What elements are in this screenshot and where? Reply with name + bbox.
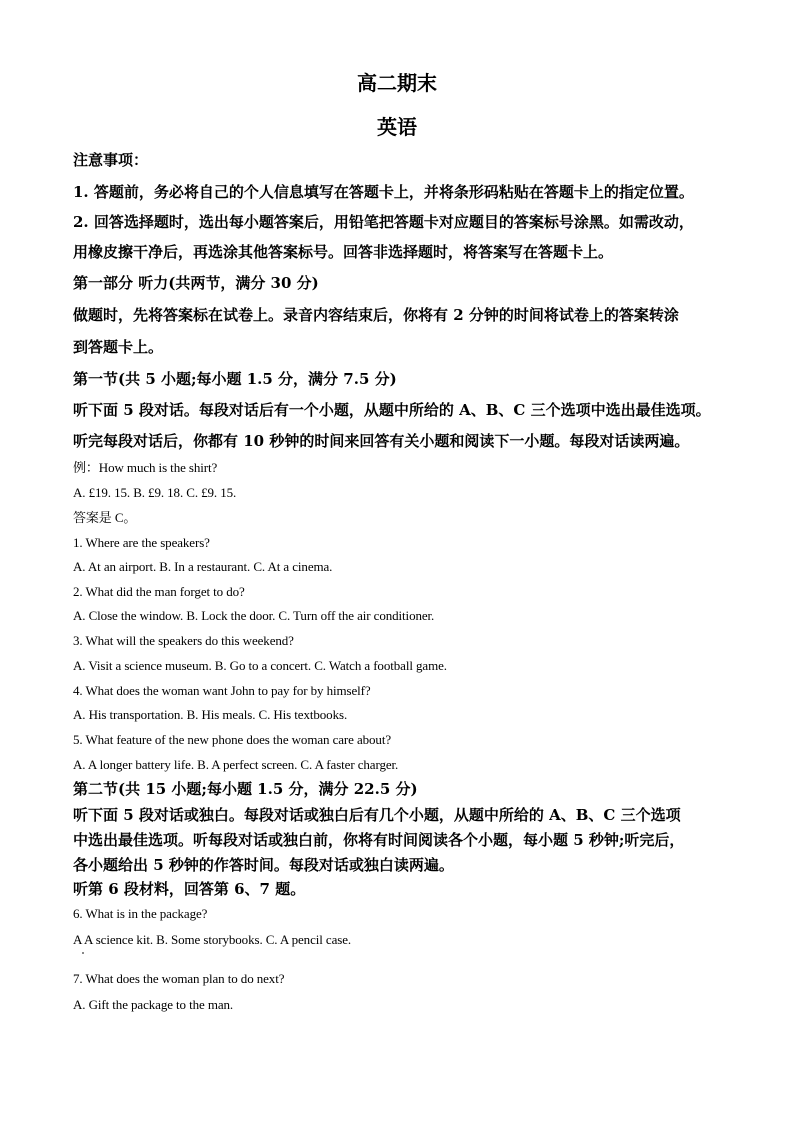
question-3: 3. What will the speakers do this weekend? [73, 633, 294, 648]
notice-item-2-line-2: 用橡皮擦干净后，再选涂其他答案标号。回答非选择题时，将答案写在答题卡上。 [73, 243, 614, 261]
part1-instruction-line-2: 到答题卡上。 [73, 338, 164, 356]
notice-item-1: 1. 答题前，务必将自己的个人信息填写在答题卡上，并将条形码粘贴在答题卡上的指定位置。 [73, 183, 694, 201]
question-1: 1. Where are the speakers? [73, 535, 210, 550]
question-5-options: A. A longer battery life. B. A perfect screen. C. A faster charger. [73, 757, 399, 772]
question-6: 6. What is in the package? [73, 906, 208, 921]
example-answer: 答案是 C。 [73, 510, 137, 525]
section1-instruction-line-1: 听下面 5 段对话。每段对话后有一个小题，从题中所给的 A、B、C 三个选项中选出最佳选项。 [73, 401, 711, 419]
question-3-options: A. Visit a science museum. B. Go to a concert. C. Watch a football game. [73, 658, 447, 673]
question-7-options: A. Gift the package to the man. [73, 997, 234, 1012]
part1-instruction-line-1: 做题时，先将答案标在试卷上。录音内容结束后，你将有 2 分钟的时间将试卷上的答案转涂 [73, 306, 679, 324]
material-6-heading: 听第 6 段材料，回答第 6、7 题。 [73, 880, 306, 898]
question-7: 7. What does the woman plan to do next? [73, 971, 285, 986]
exam-subject: 英语 [377, 115, 417, 139]
exam-title: 高二期末 [357, 71, 437, 95]
notice-item-2-line-1: 2. 回答选择题时，选出每小题答案后，用铅笔把答题卡对应题目的答案标号涂黑。如需改动， [73, 213, 694, 231]
question-2-options: A. Close the window. B. Lock the door. C. Turn off the air conditioner. [73, 608, 435, 623]
section1-instruction-line-2: 听完每段对话后，你都有 10 秒钟的时间来回答有关小题和阅读下一小题。每段对话读两遍。 [73, 432, 690, 450]
question-4: 4. What does the woman want John to pay for by himself? [73, 683, 371, 698]
question-6-options: A A science kit. B. Some storybooks. C. A pencil case. [73, 932, 352, 947]
part1-heading: 第一部分 听力(共两节，满分 30 分) [73, 274, 319, 292]
question-5: 5. What feature of the new phone does the woman care about? [73, 732, 392, 747]
example-options: A. £19. 15. B. £9. 18. C. £9. 15. [73, 485, 237, 500]
notice-heading: 注意事项： [73, 151, 149, 169]
section2-instruction-line-3: 各小题给出 5 秒钟的作答时间。每段对话或独白读两遍。 [73, 856, 454, 874]
section1-heading: 第一节(共 5 小题;每小题 1.5 分，满分 7.5 分) [73, 370, 397, 388]
section2-instruction-line-2: 中选出最佳选项。听每段对话或独白前，你将有时间阅读各个小题，每小题 5 秒钟;听完后， [73, 831, 685, 849]
section2-instruction-line-1: 听下面 5 段对话或独白。每段对话或独白后有几个小题，从题中所给的 A、B、C 三个选项 [73, 806, 681, 824]
stray-dot [82, 952, 84, 954]
section2-heading: 第二节(共 15 小题;每小题 1.5 分，满分 22.5 分) [73, 780, 418, 798]
question-2: 2. What did the man forget to do? [73, 584, 245, 599]
question-1-options: A. At an airport. B. In a restaurant. C. At a cinema. [73, 559, 333, 574]
example-question: 例：How much is the shirt? [73, 460, 218, 475]
question-4-options: A. His transportation. B. His meals. C. His textbooks. [73, 707, 348, 722]
